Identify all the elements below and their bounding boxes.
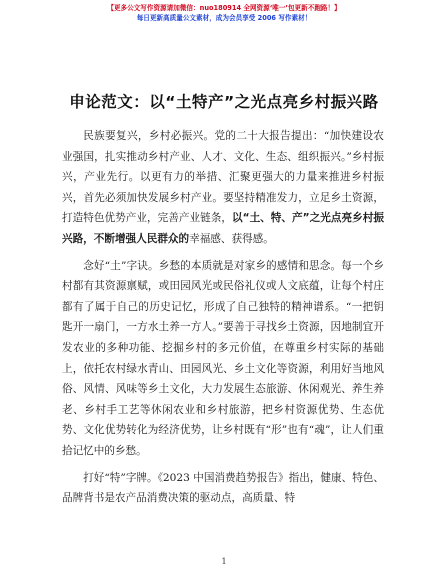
- paragraph-te: [62, 468, 384, 509]
- page-number: 1: [221, 557, 227, 566]
- banner-update-notice: 每日更新高质量公文素材，成为会员享受 2006 写作素材！: [136, 14, 312, 22]
- document-body: [62, 126, 384, 515]
- paragraph-intro: [62, 126, 384, 250]
- paragraph-text: 念好“土”字诀。乡愁的本质就是对家乡的感情和思念。每一个乡村都有其资源禀赋，或田园风光或民俗礼仪或人文底蕴，让每个村庄都有了属于自己的历史记忆，形成了自己独特的精神谱系。“一把钥匙开一扇门，一方水土养一方人。”要善于寻找乡土资源，因地制宜开发农业的多种功能、挖掘乡村的多元价值，在尊重乡村实际的基础上，依托农村绿水青山、田园风光、乡土文化等资源，利用好当地风俗、风情、风味等乡土文化，大力发展生态旅游、休闲观光、养生养老、乡村手工艺等休闲农业和乡村旅游，把乡村资源优势、生态优势、文化优势转化为经济优势，让乡村既有“形”也有“魂”，让人们重拾记忆中的乡愁。: [62, 259, 384, 457]
- paragraph-text: 打好“特”字牌。《2023 中国消费趋势报告》指出，健康、特色、品牌背书是农产品消费决策的驱动点，高质量、特: [62, 471, 384, 505]
- paragraph-text: 民族要复兴，乡村必振兴。党的二十大报告提出：“加快建设农业强国，扎实推动乡村产业、人才、文化、生态、组织振兴。”乡村振兴，产业先行。以更有力的举措、汇聚更强大的力量来推进乡村振兴，首先必须加快发展乡村产业。要坚持精准发力，立足乡土资源，打造特色优势产业，完善产业链条，: [62, 130, 384, 225]
- paragraph-bold-text: 以“土、特、产”之光点亮乡村振兴路，不断增强人民群众的: [62, 212, 384, 245]
- banner-resource-notice: 【更多公文写作资源请加微信：nuo180914 全网资源‘唯一’包更新不跑路！】: [107, 4, 341, 12]
- header-banner: [0, 4, 448, 23]
- document-title: 申论范文：以“土特产”之光点亮乡村振兴路: [69, 93, 379, 111]
- paragraph-tail-text: 幸福感、获得感。: [189, 232, 274, 245]
- paragraph-tu: [62, 256, 384, 462]
